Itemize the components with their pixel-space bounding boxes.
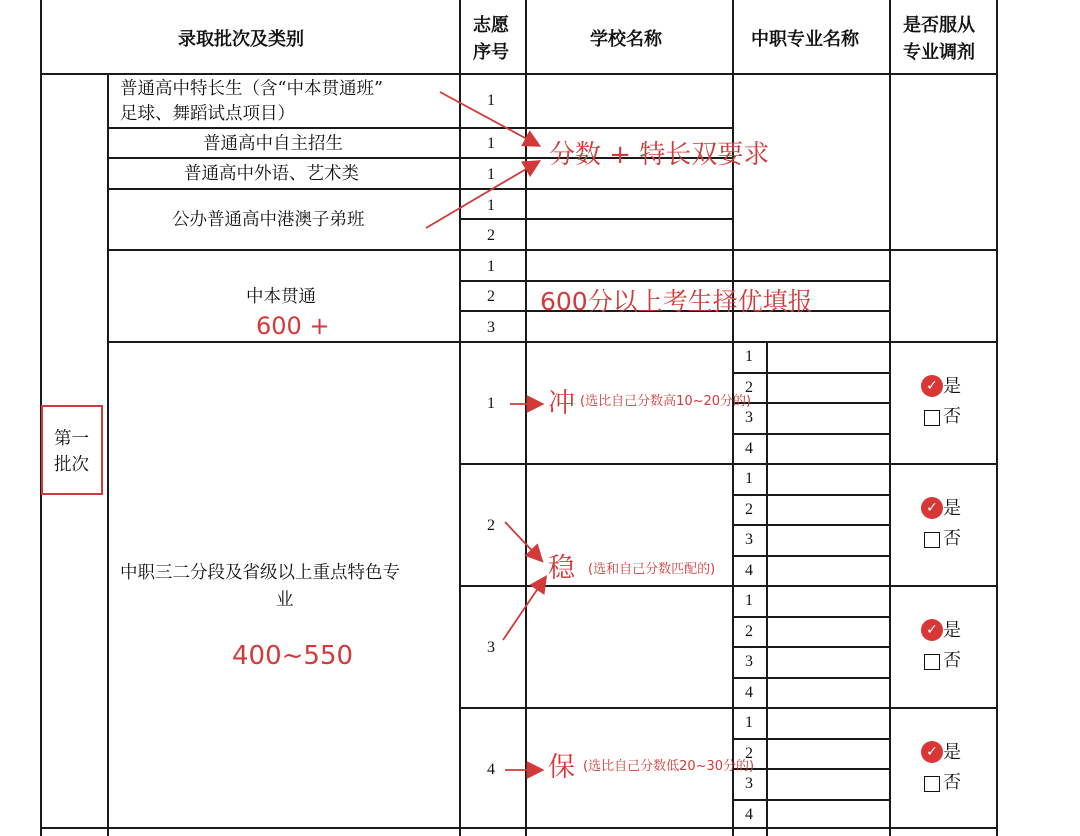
order-number: 4: [487, 761, 495, 778]
major-sub-number: 2: [745, 501, 753, 518]
category-specialty-line1: 普通高中特长生（含“中本贯通班”: [120, 79, 383, 99]
adjust-no-label: 否: [943, 528, 961, 549]
order-number: 2: [487, 227, 495, 244]
category-foreign-art: 普通高中外语、艺术类: [184, 164, 359, 184]
major-sub-number: 1: [745, 470, 753, 487]
order-number: 2: [487, 288, 495, 305]
adjust-yes-label: 是: [943, 742, 961, 763]
header-order-line1: 志愿: [473, 15, 509, 36]
category-specialty-line2: 足球、舞蹈试点项目）: [120, 104, 295, 124]
checked-checkbox-icon[interactable]: ✓: [921, 375, 943, 397]
category-vocational-line2: 业: [276, 590, 294, 610]
major-sub-number: 3: [745, 409, 753, 426]
major-sub-number: 1: [745, 714, 753, 731]
major-sub-number: 1: [745, 592, 753, 609]
major-sub-number: 3: [745, 531, 753, 548]
header-major: 中职专业名称: [751, 29, 859, 50]
arrow-hk: [426, 162, 538, 228]
adjust-no-label: 否: [943, 650, 961, 671]
header-adjust-line1: 是否服从: [903, 15, 975, 36]
major-sub-number: 2: [745, 623, 753, 640]
major-sub-number: 2: [745, 745, 753, 762]
annotation-zb-score: 600 +: [256, 312, 330, 340]
major-sub-number: 4: [745, 684, 753, 701]
adjust-yes-label: 是: [943, 376, 961, 397]
checked-checkbox-icon[interactable]: ✓: [921, 741, 943, 763]
major-sub-number: 4: [745, 440, 753, 457]
checked-checkbox-icon[interactable]: ✓: [921, 619, 943, 641]
order-number: 1: [487, 395, 495, 412]
annotation-voc-score: 400~550: [232, 641, 354, 671]
header-category: 录取批次及类别: [178, 29, 304, 50]
order-number: 2: [487, 517, 495, 534]
major-sub-number: 4: [745, 806, 753, 823]
order-number: 1: [487, 258, 495, 275]
major-sub-number: 1: [745, 348, 753, 365]
annotation-rush-note: (选比自己分数高10~20分的): [580, 394, 752, 409]
category-zhongben: 中本贯通: [246, 287, 316, 307]
order-number: 3: [487, 319, 495, 336]
checked-checkbox-icon[interactable]: ✓: [921, 497, 943, 519]
order-number: 1: [487, 166, 495, 183]
annotation-steady: 稳: [548, 553, 575, 584]
annotation-rush: 冲: [548, 388, 575, 419]
arrow-steady-from-2: [505, 522, 541, 560]
annotation-steady-note: (选和自己分数匹配的): [588, 562, 716, 577]
annotation-safe-note: (选比自己分数低20~30分的): [583, 759, 755, 774]
header-adjust-line2: 专业调剂: [903, 42, 975, 63]
order-number: 1: [487, 135, 495, 152]
annotation-safe: 保: [548, 752, 575, 783]
annotation-zb-advice: 600分以上考生择优填报: [540, 287, 813, 316]
adjust-yes-label: 是: [943, 620, 961, 641]
order-number: 3: [487, 639, 495, 656]
arrow-specialty: [440, 92, 538, 145]
category-autonomous: 普通高中自主招生: [203, 134, 343, 154]
order-number: 1: [487, 92, 495, 109]
arrow-steady-from-3: [503, 578, 545, 640]
adjust-no-label: 否: [943, 406, 961, 427]
header-order-line2: 序号: [473, 42, 509, 63]
adjust-yes-label: 是: [943, 498, 961, 519]
major-sub-number: 4: [745, 562, 753, 579]
major-sub-number: 2: [745, 379, 753, 396]
adjust-no-label: 否: [943, 772, 961, 793]
order-number: 1: [487, 197, 495, 214]
batch-label-line1: 第一: [54, 429, 89, 449]
category-hk-macau: 公办普通高中港澳子弟班: [172, 210, 365, 230]
major-sub-number: 3: [745, 653, 753, 670]
header-school: 学校名称: [590, 29, 662, 50]
batch-label-line2: 批次: [54, 455, 89, 475]
major-sub-number: 3: [745, 775, 753, 792]
category-vocational-line1: 中职三二分段及省级以上重点特色专: [120, 563, 400, 583]
annotation-dual-requirement: 分数 + 特长双要求: [549, 140, 770, 170]
